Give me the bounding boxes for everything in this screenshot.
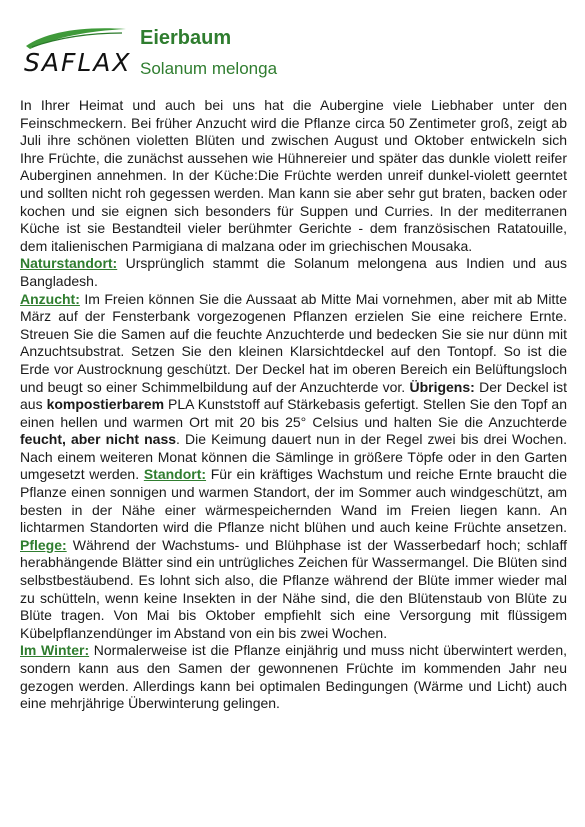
anzucht-text-4: . Die Keimung dauert nun in der Regel zwei bis drei Wochen. Nach einem weiteren Monat können die Sämlinge in größere Töpfe oder in den Garten umgesetzt werden. [20, 431, 568, 483]
botanical-name: Solanum melonga [140, 59, 278, 78]
naturstandort-text: Ursprünglich stammt die Solanum melongena aus Indien und aus Bangladesh. [20, 255, 567, 289]
naturstandort-paragraph [20, 255, 567, 290]
pflege-heading: Pflege: [20, 536, 67, 553]
standort-heading: Standort: [143, 466, 207, 483]
winter-heading: Im Winter: [20, 642, 90, 659]
anzucht-bold-feucht: feucht, aber nicht nass [20, 431, 177, 448]
saflax-logo [22, 22, 130, 84]
anzucht-text-3: PLA Kunststoff auf Stärkebasis gefertigt. Stellen Sie den Topf an einen hellen und warmen Ort mit 20 bis 25° Celsius und halten Sie die Anzuchterde [20, 396, 567, 430]
winter-text: Normalerweise ist die Pflanze einjährig und muss nicht überwintert werden, sondern kann aus den Samen der gewonnenen Früchte im kommenden Jahr neu gezogen werden. Allerdings kann bei optimalen Bedingungen (Wärme und Licht) auch eine mehrjährige Überwinterung gelingen. [20, 642, 567, 712]
anzucht-bold-uebrigens: Übrigens: [409, 378, 475, 395]
winter-paragraph [20, 642, 567, 712]
anzucht-text-2: Der Deckel ist aus [20, 378, 567, 413]
intro-paragraph [20, 97, 567, 255]
anzucht-bold-kompostierbar: kompostierbarem [46, 396, 165, 413]
logo-wordmark: SAFLAX [24, 48, 132, 77]
anzucht-heading: Anzucht: [20, 290, 80, 307]
naturstandort-heading: Naturstandort: [20, 255, 118, 272]
anzucht-paragraph [20, 291, 567, 643]
description-body [20, 97, 567, 713]
intro-text: In Ihrer Heimat und auch bei uns hat die Aubergine viele Liebhaber unter den Feinschmeckern. Bei früher Anzucht wird die Pflanze circa 50 Zentimeter groß, zeigt ab Juli ihre schönen violetten Blüten und zwischen August und Oktober entwickeln sich Ihre Früchte, die zunächst aussehen wie Hühnereier und später das dunkle violett reifer Auberginen annehmen. In der Küche:Die Früchte werden unreif dunkel-violett geerntet und sollten nicht roh gegessen werden. Man kann sie aber sehr gut braten, backen oder kochen und sie eignen sich besonders für Suppen und Curries. In der mediterranen Küche ist sie Bestandteil vieler berühmter Gerichte - dem französischen Ratatouille, dem italienischen Parmigiana di malzana oder im griechischen Mousaka. [20, 97, 567, 254]
anzucht-text-1: Im Freien können Sie die Aussaat ab Mitte Mai vornehmen, aber mit ab Mitte März auf der Fensterbank vorgezogenen Pflanzen erzielen Sie eine reichere Ernte. Streuen Sie die Samen auf die feuchte Anzuchterde und bedecken Sie sie nur dünn mit Anzuchtsubstrat. Setzen Sie den kleinen Klarsichtdeckel auf den Tontopf. So ist die Erde vor Austrocknung geschützt. Der Deckel hat im oberen Bereich ein Belüftungsloch und beugt so einer Schimmelbildung auf der Anzuchterde vor. [20, 290, 567, 395]
page-title: Eierbaum [140, 27, 232, 49]
standort-text: Für ein kräftiges Wachstum und reiche Ernte braucht die Pflanze einen sonnigen und warmen Standort, der im Sommer auch windgeschützt, am besten in der Nähe einer wärmespeichernden Wand im Freien liegen kann. An lichtarmen Standorten wird die Pflanze nicht blühen und auch keine Früchte ansetzen. [20, 466, 567, 536]
pflege-text: Während der Wachstums- und Blühphase ist der Wasserbedarf hoch; schlaff herabhängende Blätter sind ein untrügliches Zeichen für Wassermangel. Die Blüten sind selbstbestäubend. Es lohnt sich also, die Pflanze während der Blüte immer wieder mal zu schütteln, wenn keine Insekten in der Nähe sind, die den Blütenstaub von Blüte zu Blüte tragen. Von Mai bis Oktober empfiehlt sich eine Versorgung mit flüssigem Kübelpflanzendünger im Abstand von ein bis zwei Wochen. [20, 536, 567, 641]
